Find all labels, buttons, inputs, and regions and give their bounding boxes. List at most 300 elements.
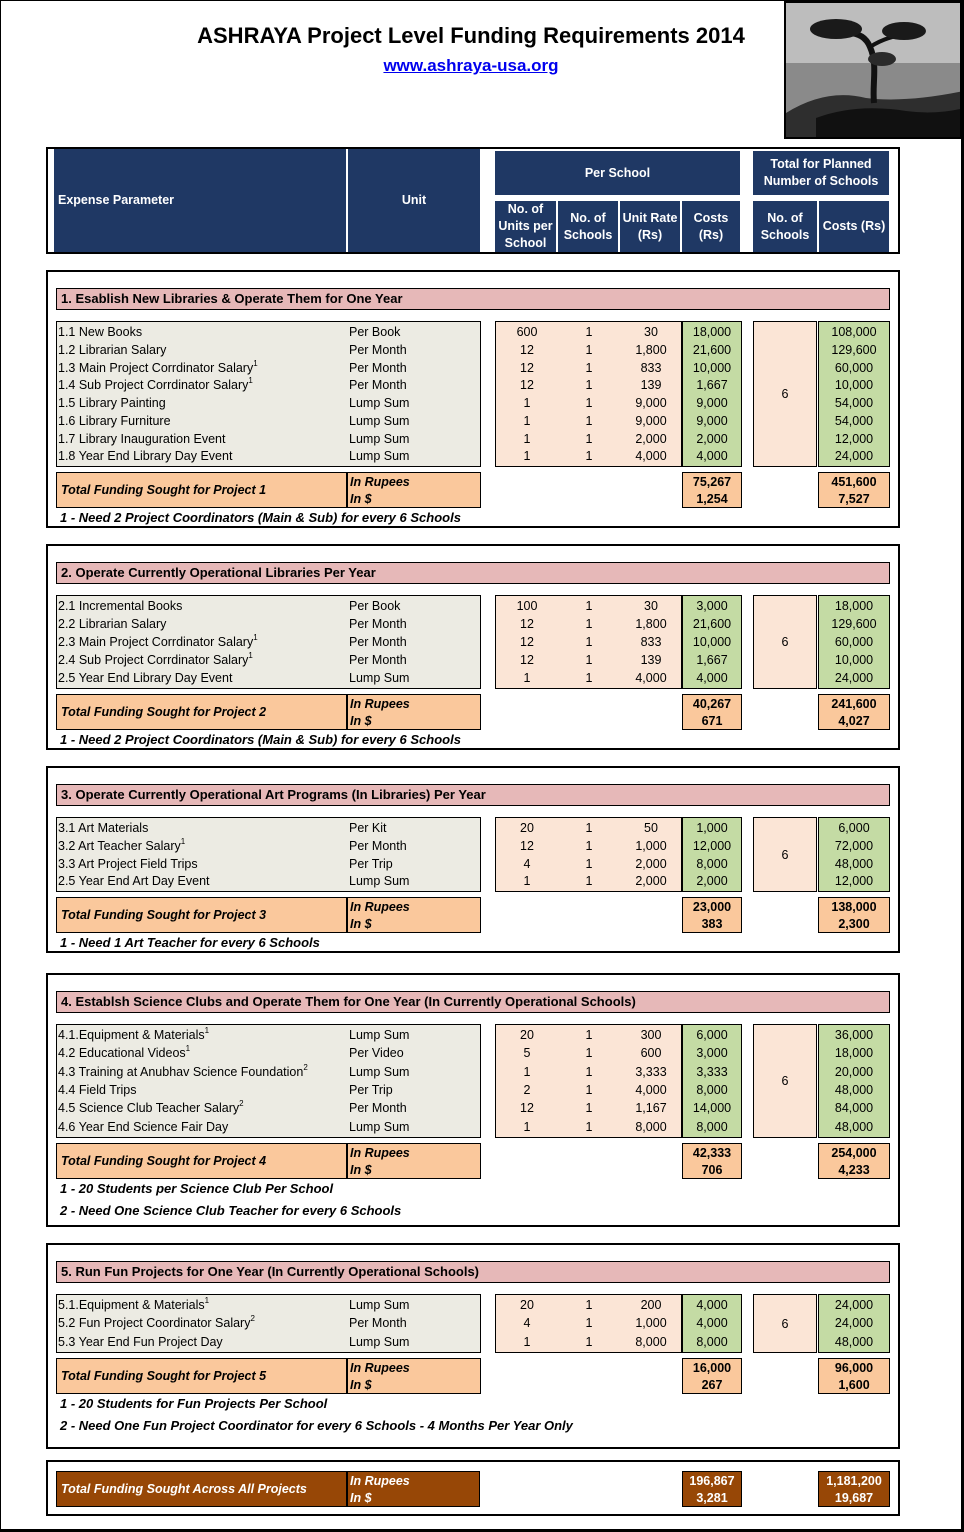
project-section <box>46 973 900 1227</box>
per-school-values-box <box>495 1294 682 1353</box>
unit-rate: 9,000 <box>635 413 667 428</box>
expense-unit: Per Trip <box>349 856 393 871</box>
grand-total-total-usd: 19,687 <box>834 1491 874 1505</box>
in-rupees-label: In Rupees <box>350 475 410 489</box>
lone-tree-photo <box>784 1 962 139</box>
unit-rate: 1,800 <box>635 342 667 357</box>
units-per-school: 20 <box>520 1298 534 1312</box>
no-of-schools: 1 <box>585 1316 593 1331</box>
expense-name <box>58 394 166 412</box>
expense-unit: Lump Sum <box>349 413 410 428</box>
expense-name-text: 1.3 Main Project Corrdinator Salary <box>58 360 254 375</box>
expense-name-text: 4.2 Educational Videos <box>58 1046 186 1061</box>
in-dollars-label: In $ <box>350 492 372 506</box>
cost-per-school: 21,600 <box>692 342 732 357</box>
expense-unit: Lump Sum <box>349 431 410 446</box>
planned-costs-box <box>818 595 890 689</box>
cost-planned-schools: 10,000 <box>834 378 874 393</box>
total-planned-rs: 138,000 <box>831 900 877 914</box>
cost-planned-schools: 54,000 <box>834 396 874 410</box>
section-title: 5. Run Fun Projects for One Year (In Currently Operational Schools) <box>56 1261 890 1283</box>
unit-rate: 2,000 <box>635 856 667 871</box>
expense-name <box>58 597 182 615</box>
section-title: 3. Operate Currently Operational Art Programs (In Libraries) Per Year <box>56 784 890 806</box>
col-total-no-of-schools: No. of Schools <box>753 201 817 252</box>
in-rupees-label: In Rupees <box>350 1146 410 1160</box>
planned-costs-box <box>818 1294 890 1353</box>
expense-name <box>58 447 232 465</box>
total-planned-usd: 1,600 <box>838 1378 870 1392</box>
cost-planned-schools: 54,000 <box>834 413 874 428</box>
cost-planned-schools: 12,000 <box>834 874 874 889</box>
col-expense-parameter: Expense Parameter <box>54 149 346 252</box>
total-planned-rs: 451,600 <box>831 475 877 489</box>
no-of-schools: 1 <box>585 821 593 835</box>
total-label-box <box>56 472 347 508</box>
expense-unit: Per Book <box>349 599 401 613</box>
cost-planned-schools: 24,000 <box>834 671 874 685</box>
units-per-school: 1 <box>523 671 531 685</box>
expense-name <box>58 341 166 359</box>
units-per-school: 5 <box>523 1046 531 1061</box>
expense-name <box>58 1118 228 1136</box>
total-label-box <box>56 897 347 933</box>
units-per-school: 4 <box>523 1316 531 1331</box>
no-of-schools: 1 <box>585 1082 593 1097</box>
cost-per-school: 1,667 <box>696 653 728 667</box>
expense-name-text: 4.3 Training at Anubhav Science Foundation <box>58 1064 304 1079</box>
no-of-schools: 1 <box>585 635 593 649</box>
cost-per-school: 4,000 <box>696 1316 728 1331</box>
planned-schools-count: 6 <box>781 1074 789 1088</box>
planned-schools-box <box>753 817 817 892</box>
no-of-schools: 1 <box>585 1298 593 1312</box>
no-of-schools: 1 <box>585 1046 593 1061</box>
section-title: 2. Operate Currently Operational Libraries Per Year <box>56 562 890 584</box>
units-per-school: 100 <box>516 599 538 613</box>
project-section <box>46 544 900 750</box>
units-per-school: 1 <box>523 396 531 410</box>
total-cost-usd: 267 <box>701 1378 723 1392</box>
cost-per-school: 1,667 <box>696 378 728 393</box>
cost-per-school: 8,000 <box>696 1334 728 1349</box>
footnote-marker: 1 <box>185 1044 191 1054</box>
no-of-schools: 1 <box>585 431 593 446</box>
expense-name <box>58 651 253 669</box>
footnote-marker: 1 <box>180 836 186 846</box>
units-per-school: 1 <box>523 431 531 446</box>
expense-name <box>58 1296 209 1314</box>
cost-per-school: 3,333 <box>696 1064 728 1079</box>
no-of-schools: 1 <box>585 671 593 685</box>
units-per-school: 12 <box>520 1101 534 1116</box>
expense-name-text: 5.2 Fun Project Coordinator Salary <box>58 1316 251 1331</box>
total-label-box <box>56 1358 347 1394</box>
unit-rate: 1,000 <box>635 838 667 853</box>
col-units-per-school: No. of Units per School <box>495 201 556 252</box>
expense-name <box>58 669 232 687</box>
total-label: Total Funding Sought for Project 3 <box>61 908 267 922</box>
expense-name-text: 1.6 Library Furniture <box>58 413 171 428</box>
unit-rate: 4,000 <box>635 671 667 685</box>
total-cost-box <box>682 1143 742 1179</box>
website-link[interactable]: www.ashraya-usa.org <box>383 56 559 75</box>
total-label: Total Funding Sought for Project 1 <box>61 483 267 497</box>
grand-total-box <box>46 1460 900 1516</box>
expense-unit: Lump Sum <box>349 874 410 889</box>
total-cost-rs: 42,333 <box>692 1146 732 1160</box>
no-of-schools: 1 <box>585 449 593 464</box>
expense-name-text: 5.3 Year End Fun Project Day <box>58 1334 223 1349</box>
expense-name-text: 2.5 Year End Art Day Event <box>58 874 210 889</box>
footnote: 1 - 20 Students per Science Club Per School <box>60 1181 334 1196</box>
planned-schools-count: 6 <box>781 1316 789 1331</box>
units-per-school: 20 <box>520 821 534 835</box>
total-label: Total Funding Sought for Project 5 <box>61 1369 267 1383</box>
unit-rate: 8,000 <box>635 1119 667 1134</box>
expense-unit: Lump Sum <box>349 1298 410 1312</box>
cost-planned-schools: 129,600 <box>831 617 877 631</box>
in-rupees-label: In Rupees <box>350 900 410 914</box>
expense-name-text: 3.3 Art Project Field Trips <box>58 856 198 871</box>
expense-rows-box <box>56 1294 481 1353</box>
in-dollars-label: In $ <box>350 714 372 728</box>
planned-schools-box <box>753 1294 817 1353</box>
expense-unit: Per Kit <box>349 821 387 835</box>
project-section <box>46 270 900 528</box>
in-dollars-label: In $ <box>350 1163 372 1177</box>
expense-name <box>58 1026 209 1044</box>
total-cost-rs: 75,267 <box>692 475 732 489</box>
grand-total-total-box <box>818 1471 890 1507</box>
cost-planned-schools: 24,000 <box>834 1316 874 1331</box>
cost-per-school: 8,000 <box>696 856 728 871</box>
unit-rate: 300 <box>640 1028 662 1042</box>
total-planned-usd: 2,300 <box>838 917 870 931</box>
unit-rate: 833 <box>640 635 662 649</box>
total-cost-usd: 383 <box>701 917 723 931</box>
expense-name <box>58 412 171 430</box>
no-of-schools: 1 <box>585 342 593 357</box>
expense-unit: Per Book <box>349 325 401 339</box>
grand-total-total-rs: 1,181,200 <box>826 1474 882 1488</box>
expense-unit: Lump Sum <box>349 1334 410 1349</box>
expense-unit: Per Month <box>349 1101 407 1116</box>
cost-per-school: 2,000 <box>696 431 728 446</box>
total-cost-usd: 671 <box>701 714 723 728</box>
cost-per-school: 14,000 <box>692 1101 732 1116</box>
cost-planned-schools: 60,000 <box>834 635 874 649</box>
footnote-marker: 1 <box>248 651 253 660</box>
project-section <box>46 1243 900 1449</box>
units-per-school: 12 <box>520 342 534 357</box>
expense-unit: Lump Sum <box>349 1064 410 1079</box>
footnote-marker: 2 <box>250 1314 255 1324</box>
unit-rate: 1,800 <box>635 617 667 631</box>
expense-name-text: 2.4 Sub Project Corrdinator Salary <box>58 653 249 667</box>
cost-per-school: 8,000 <box>696 1082 728 1097</box>
expense-name-text: 2.1 Incremental Books <box>58 599 183 613</box>
total-planned-usd: 4,233 <box>838 1163 870 1177</box>
expense-unit: Per Month <box>349 617 407 631</box>
unit-rate: 8,000 <box>635 1334 667 1349</box>
expense-name-text: 2.2 Librarian Salary <box>58 617 167 631</box>
cost-planned-schools: 20,000 <box>834 1064 874 1079</box>
no-of-schools: 1 <box>585 874 593 889</box>
expense-name-text: 3.2 Art Teacher Salary <box>58 838 181 853</box>
planned-schools-box <box>753 1024 817 1138</box>
grand-total-cost-rs: 196,867 <box>689 1474 735 1488</box>
expense-name <box>58 1063 308 1081</box>
in-rupees-label: In Rupees <box>350 697 410 711</box>
expense-name-text: 2.5 Year End Library Day Event <box>58 671 233 685</box>
cost-per-school: 8,000 <box>696 1119 728 1134</box>
units-per-school: 12 <box>520 617 534 631</box>
units-per-school: 600 <box>516 325 538 339</box>
expense-unit: Lump Sum <box>349 671 410 685</box>
col-unit: Unit <box>348 149 480 252</box>
total-cost-box <box>682 694 742 730</box>
expense-unit: Per Month <box>349 342 407 357</box>
planned-schools-count: 6 <box>781 847 789 862</box>
no-of-schools: 1 <box>585 1064 593 1079</box>
expense-rows-box <box>56 817 481 892</box>
units-per-school: 12 <box>520 360 534 375</box>
expense-name <box>58 819 148 837</box>
cost-per-school: 4,000 <box>696 1298 728 1312</box>
cost-planned-schools: 10,000 <box>834 653 874 667</box>
expense-name <box>58 633 258 651</box>
cost-planned-schools: 48,000 <box>834 1334 874 1349</box>
footnote-marker: 1 <box>248 376 253 386</box>
expense-name-text: 1.1 New Books <box>58 325 143 339</box>
cost-planned-schools: 84,000 <box>834 1101 874 1116</box>
expense-name <box>58 376 253 394</box>
footnote-marker: 1 <box>204 1026 210 1035</box>
footnote: 1 - Need 2 Project Coordinators (Main & Sub) for every 6 Schools <box>60 510 461 525</box>
cost-planned-schools: 108,000 <box>831 325 877 339</box>
per-school-costs-box <box>682 321 742 467</box>
unit-rate: 139 <box>640 378 662 393</box>
expense-name-text: 4.5 Science Club Teacher Salary <box>58 1101 240 1116</box>
footnote: 2 - Need One Science Club Teacher for every 6 Schools <box>60 1203 402 1218</box>
cost-planned-schools: 48,000 <box>834 856 874 871</box>
unit-rate: 1,167 <box>635 1101 667 1116</box>
cost-per-school: 3,000 <box>696 599 728 613</box>
cost-planned-schools: 24,000 <box>834 449 874 464</box>
total-cost-rs: 16,000 <box>692 1361 732 1375</box>
total-label: Total Funding Sought for Project 4 <box>61 1154 267 1168</box>
total-planned-rs: 241,600 <box>831 697 877 711</box>
cost-per-school: 2,000 <box>696 874 728 889</box>
units-per-school: 1 <box>523 1334 531 1349</box>
cost-planned-schools: 60,000 <box>834 360 874 375</box>
unit-rate: 9,000 <box>635 396 667 410</box>
total-label: Total Funding Sought for Project 2 <box>61 705 267 719</box>
cost-per-school: 9,000 <box>696 396 728 410</box>
section-title: 4. Establsh Science Clubs and Operate Them for One Year (In Currently Operational Schools) <box>56 991 890 1013</box>
total-currency-box <box>347 897 481 933</box>
expense-unit: Per Month <box>349 360 407 375</box>
expense-name <box>58 872 210 890</box>
unit-rate: 139 <box>640 653 662 667</box>
expense-unit: Per Month <box>349 653 407 667</box>
expense-name-text: 4.4 Field Trips <box>58 1082 137 1097</box>
footnote-marker: 2 <box>303 1062 308 1072</box>
units-per-school: 1 <box>523 413 531 428</box>
col-total-costs: Costs (Rs) <box>819 201 889 252</box>
cost-per-school: 9,000 <box>696 413 728 428</box>
unit-rate: 2,000 <box>635 874 667 889</box>
units-per-school: 1 <box>523 1064 531 1079</box>
cost-planned-schools: 24,000 <box>834 1298 874 1312</box>
planned-costs-box <box>818 321 890 467</box>
grand-total-in-rupees: In Rupees <box>350 1474 410 1488</box>
footnote: 1 - Need 1 Art Teacher for every 6 Schools <box>60 935 320 950</box>
expense-name <box>58 323 142 341</box>
no-of-schools: 1 <box>585 1101 593 1116</box>
col-total-planned: Total for Planned Number of Schools <box>753 151 889 195</box>
total-planned-box <box>818 897 890 933</box>
no-of-schools: 1 <box>585 396 593 410</box>
expense-name <box>58 615 166 633</box>
expense-name-text: 1.2 Librarian Salary <box>58 342 167 357</box>
unit-rate: 30 <box>644 325 658 339</box>
grand-total-in-dollars: In $ <box>350 1491 372 1505</box>
total-cost-usd: 706 <box>701 1163 723 1177</box>
units-per-school: 12 <box>520 838 534 853</box>
total-cost-box <box>682 897 742 933</box>
cost-planned-schools: 18,000 <box>834 1046 874 1061</box>
unit-rate: 600 <box>640 1046 662 1061</box>
expense-unit: Per Month <box>349 838 407 853</box>
no-of-schools: 1 <box>585 838 593 853</box>
per-school-costs-box <box>682 1024 742 1138</box>
cost-planned-schools: 36,000 <box>834 1028 874 1042</box>
per-school-costs-box <box>682 595 742 689</box>
unit-rate: 4,000 <box>635 1082 667 1097</box>
total-planned-box <box>818 1358 890 1394</box>
units-per-school: 1 <box>523 1119 531 1134</box>
grand-total-label-box <box>56 1471 347 1507</box>
units-per-school: 12 <box>520 378 534 393</box>
no-of-schools: 1 <box>585 360 593 375</box>
page-title: ASHRAYA Project Level Funding Requirements 2014 <box>197 23 745 48</box>
total-currency-box <box>347 1143 481 1179</box>
units-per-school: 12 <box>520 635 534 649</box>
cost-per-school: 10,000 <box>692 635 732 649</box>
no-of-schools: 1 <box>585 617 593 631</box>
expense-unit: Lump Sum <box>349 396 410 410</box>
total-planned-usd: 7,527 <box>838 492 870 506</box>
unit-rate: 200 <box>640 1298 662 1312</box>
units-per-school: 2 <box>523 1082 531 1097</box>
expense-unit: Per Video <box>349 1046 404 1061</box>
no-of-schools: 1 <box>585 325 593 339</box>
expense-name <box>58 1044 190 1062</box>
planned-schools-box <box>753 321 817 467</box>
no-of-schools: 1 <box>585 653 593 667</box>
footnote: 2 - Need One Fun Project Coordinator for every 6 Schools - 4 Months Per Year Only <box>60 1418 573 1433</box>
expense-name-text: 1.7 Library Inauguration Event <box>58 431 226 446</box>
planned-costs-box <box>818 1024 890 1138</box>
no-of-schools: 1 <box>585 856 593 871</box>
section-title: 1. Esablish New Libraries & Operate Them for One Year <box>56 288 890 310</box>
unit-rate: 50 <box>644 821 658 835</box>
grand-total-cost-usd: 3,281 <box>696 1491 728 1505</box>
expense-unit: Per Month <box>349 378 407 393</box>
cost-per-school: 21,600 <box>692 617 732 631</box>
col-no-of-schools: No. of Schools <box>558 201 618 252</box>
cost-planned-schools: 48,000 <box>834 1119 874 1134</box>
planned-costs-box <box>818 817 890 892</box>
footnote: 1 - 20 Students for Fun Projects Per School <box>60 1396 328 1411</box>
per-school-costs-box <box>682 1294 742 1353</box>
expense-name-text: 1.4 Sub Project Corrdinator Salary <box>58 378 249 393</box>
cost-planned-schools: 72,000 <box>834 838 874 853</box>
expense-name-text: 5.1.Equipment & Materials <box>58 1298 205 1312</box>
expense-name <box>58 855 198 873</box>
expense-name <box>58 430 225 448</box>
unit-rate: 2,000 <box>635 431 667 446</box>
total-currency-box <box>347 1358 481 1394</box>
cost-per-school: 3,000 <box>696 1046 728 1061</box>
cost-per-school: 12,000 <box>692 838 732 853</box>
cost-per-school: 6,000 <box>696 1028 728 1042</box>
col-costs: Costs (Rs) <box>682 201 740 252</box>
total-cost-rs: 40,267 <box>692 697 732 711</box>
cost-per-school: 18,000 <box>692 325 732 339</box>
cost-per-school: 4,000 <box>696 449 728 464</box>
units-per-school: 1 <box>523 874 531 889</box>
per-school-values-box <box>495 595 682 689</box>
unit-rate: 833 <box>640 360 662 375</box>
units-per-school: 4 <box>523 856 531 871</box>
per-school-values-box <box>495 321 682 467</box>
expense-name-text: 3.1 Art Materials <box>58 821 149 835</box>
no-of-schools: 1 <box>585 1334 593 1349</box>
footnote-marker: 2 <box>239 1099 244 1109</box>
expense-rows-box <box>56 1024 481 1138</box>
in-rupees-label: In Rupees <box>350 1361 410 1375</box>
expense-name-text: 4.6 Year End Science Fair Day <box>58 1119 229 1134</box>
total-cost-usd: 1,254 <box>696 492 728 506</box>
expense-unit: Lump Sum <box>349 1028 410 1042</box>
unit-rate: 3,333 <box>635 1064 667 1079</box>
no-of-schools: 1 <box>585 1028 593 1042</box>
footnote: 1 - Need 2 Project Coordinators (Main & Sub) for every 6 Schools <box>60 732 461 747</box>
total-label-box <box>56 1143 347 1179</box>
expense-name <box>58 1081 137 1099</box>
cost-planned-schools: 12,000 <box>834 431 874 446</box>
expense-name <box>58 359 258 377</box>
cost-planned-schools: 129,600 <box>831 342 877 357</box>
expense-unit: Lump Sum <box>349 1119 410 1134</box>
planned-schools-count: 6 <box>781 635 789 649</box>
no-of-schools: 1 <box>585 413 593 428</box>
cost-per-school: 1,000 <box>696 821 728 835</box>
expense-rows-box <box>56 595 481 689</box>
no-of-schools: 1 <box>585 599 593 613</box>
per-school-values-box <box>495 817 682 892</box>
expense-rows-box <box>56 321 481 467</box>
in-dollars-label: In $ <box>350 1378 372 1392</box>
footnote-marker: 1 <box>253 633 258 642</box>
grand-total-cost-box <box>682 1471 742 1507</box>
cost-planned-schools: 6,000 <box>838 821 870 835</box>
grand-total-currency-box <box>347 1471 480 1507</box>
expense-name <box>58 837 185 855</box>
